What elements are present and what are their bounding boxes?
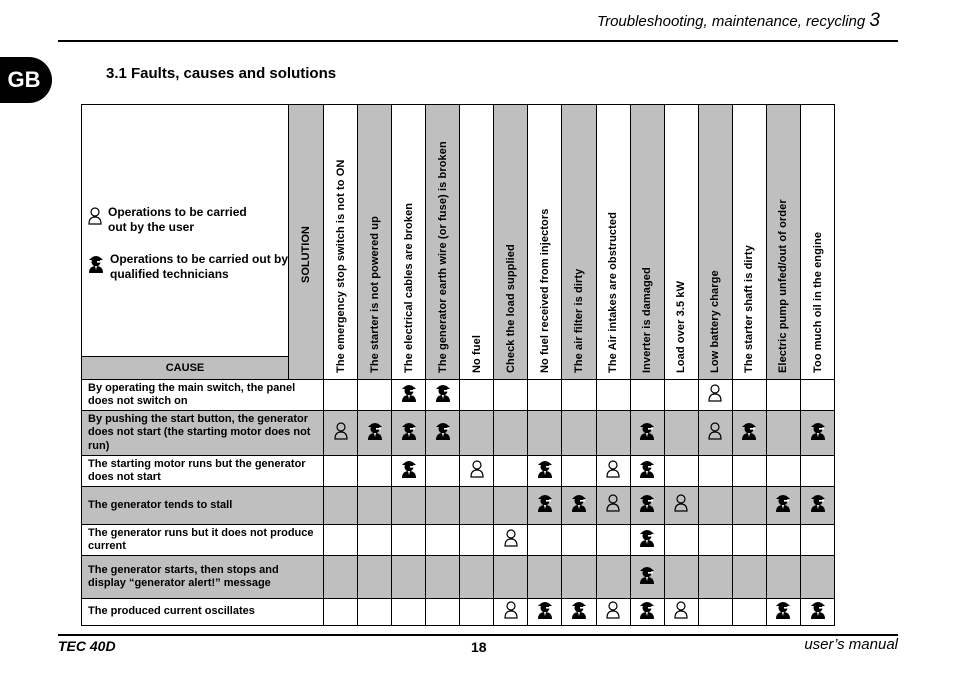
table-cell <box>425 456 459 486</box>
table-row <box>82 410 834 455</box>
technician-icon <box>435 421 451 446</box>
technician-icon <box>639 459 655 484</box>
user-icon <box>88 205 102 230</box>
table-cell <box>425 380 459 410</box>
solution-header-10 <box>630 105 664 379</box>
table-cell <box>664 411 698 455</box>
cause-text: By pushing the start button, the generator does not start (the starting motor does not run) <box>88 412 311 452</box>
solution-header-15 <box>800 105 834 379</box>
table-cell <box>391 556 425 598</box>
solution-header-text: Too much oil in the engine <box>811 231 824 373</box>
technician-icon <box>741 421 757 446</box>
table-cell <box>459 411 493 455</box>
table-cell <box>323 525 357 555</box>
language-tab: GB <box>0 57 52 103</box>
user-icon <box>606 494 620 517</box>
solution-header-4 <box>425 105 459 379</box>
technician-icon <box>537 600 553 625</box>
table-row <box>82 455 834 486</box>
table-cell <box>425 556 459 598</box>
solution-header-12 <box>698 105 732 379</box>
table-cell <box>800 380 834 410</box>
solution-header-text: The air filter is dirty <box>573 268 586 373</box>
table-cell <box>323 456 357 486</box>
table-cell <box>493 380 527 410</box>
user-icon <box>708 384 722 407</box>
table-cell <box>527 380 561 410</box>
solution-header-text: The starter is not powered up <box>368 216 381 373</box>
table-cell <box>493 525 527 555</box>
table-row <box>82 379 834 410</box>
table-cell <box>630 380 664 410</box>
legend-tech <box>88 252 290 282</box>
table-cell <box>800 599 834 625</box>
technician-icon <box>401 383 417 408</box>
table-cell <box>527 556 561 598</box>
solution-header-9 <box>596 105 630 379</box>
user-icon <box>674 494 688 517</box>
cause-text: By operating the main switch, the panel does not switch on <box>88 381 296 407</box>
table-cell <box>698 487 732 524</box>
technician-icon <box>88 252 104 279</box>
table-cell <box>732 556 766 598</box>
legend-user-text: Operations to be carried out by the user <box>108 205 247 234</box>
table-cell <box>596 456 630 486</box>
solution-header-text: The emergency stop switch is not to ON <box>334 159 347 373</box>
technician-icon <box>639 421 655 446</box>
solution-header-8 <box>561 105 595 379</box>
table-cell <box>527 599 561 625</box>
solution-header-text: Load over 3.5 kW <box>675 280 688 373</box>
table-cell <box>357 456 391 486</box>
technician-icon <box>775 493 791 518</box>
section-title: 3.1 Faults, causes and solutions <box>106 65 337 82</box>
table-cell <box>630 525 664 555</box>
technician-icon <box>775 600 791 625</box>
table-cell <box>596 487 630 524</box>
table-cell <box>698 599 732 625</box>
table-cell <box>391 525 425 555</box>
header-rule <box>58 40 898 42</box>
table-cell <box>596 525 630 555</box>
solution-label-column <box>289 105 323 379</box>
table-cell <box>323 380 357 410</box>
legend-user <box>88 205 268 235</box>
table-row <box>82 555 834 598</box>
user-icon <box>470 460 484 483</box>
technician-icon <box>401 459 417 484</box>
technician-icon <box>639 528 655 553</box>
user-icon <box>674 601 688 624</box>
solution-label: SOLUTION <box>300 226 312 283</box>
technician-icon <box>639 493 655 518</box>
table-cell <box>323 599 357 625</box>
table-cell <box>459 556 493 598</box>
table-cell <box>732 487 766 524</box>
table-cell <box>357 525 391 555</box>
solution-header-text: Check the load supplied <box>504 244 517 373</box>
table-cell <box>561 456 595 486</box>
table-row <box>82 486 834 524</box>
table-cell <box>323 487 357 524</box>
table-cell <box>766 411 800 455</box>
technician-icon <box>435 383 451 408</box>
technician-icon <box>639 600 655 625</box>
solution-header-text: The starter shaft is dirty <box>743 245 756 373</box>
table-cell <box>732 599 766 625</box>
table-cell <box>664 380 698 410</box>
cause-text: The generator runs but it does not produce current <box>88 526 314 552</box>
technician-icon <box>639 565 655 590</box>
table-cell <box>732 411 766 455</box>
technician-icon <box>401 421 417 446</box>
table-cell <box>800 556 834 598</box>
table-cell <box>527 525 561 555</box>
solution-header-11 <box>664 105 698 379</box>
table-cell <box>391 487 425 524</box>
table-cell <box>664 599 698 625</box>
table-cell <box>800 487 834 524</box>
user-icon <box>504 601 518 624</box>
table-cell <box>630 556 664 598</box>
table-cell <box>425 411 459 455</box>
table-cell <box>323 411 357 455</box>
solution-header-text: Electric pump unfed/out of order <box>777 199 790 373</box>
table-cell <box>732 380 766 410</box>
table-cell <box>425 487 459 524</box>
footer-model: TEC 40D <box>58 638 116 654</box>
legend-tech-text: Operations to be carried out by qualified technicians <box>110 252 289 281</box>
table-cell <box>766 456 800 486</box>
table-cell <box>527 456 561 486</box>
table-cell <box>357 487 391 524</box>
table-cell <box>357 411 391 455</box>
header-title-text: Troubleshooting, maintenance, recycling <box>597 13 866 30</box>
user-icon <box>334 422 348 445</box>
solution-header-text: Inverter is damaged <box>641 267 654 373</box>
table-cell <box>561 556 595 598</box>
page-header-title <box>597 10 880 32</box>
chapter-number: 3 <box>869 10 880 31</box>
table-cell <box>596 556 630 598</box>
table-cell <box>561 487 595 524</box>
table-cell <box>698 411 732 455</box>
table-cell <box>357 556 391 598</box>
solution-header-7 <box>527 105 561 379</box>
user-icon <box>504 529 518 552</box>
table-cell <box>732 456 766 486</box>
table-cell <box>425 599 459 625</box>
table-cell <box>698 380 732 410</box>
table-cell <box>493 599 527 625</box>
solution-header-3 <box>391 105 425 379</box>
technician-icon <box>810 421 826 446</box>
table-cell <box>561 411 595 455</box>
table-cell <box>391 380 425 410</box>
solution-header-6 <box>493 105 527 379</box>
table-cell <box>596 380 630 410</box>
table-cell <box>800 525 834 555</box>
table-cell <box>664 525 698 555</box>
table-cell <box>459 456 493 486</box>
page-number: 18 <box>471 639 487 655</box>
table-cell <box>527 411 561 455</box>
table-cell <box>357 599 391 625</box>
table-cell <box>391 411 425 455</box>
table-cell <box>630 456 664 486</box>
table-cell <box>630 599 664 625</box>
solution-header-2 <box>357 105 391 379</box>
table-cell <box>698 456 732 486</box>
table-cell <box>459 599 493 625</box>
solution-header-text: No fuel received from injectors <box>538 208 551 373</box>
table-row <box>82 524 834 555</box>
solution-header-text: The Air intakes are obstructed <box>607 212 620 373</box>
legend-box <box>82 105 289 357</box>
technician-icon <box>571 493 587 518</box>
table-cell <box>630 487 664 524</box>
table-cell <box>800 456 834 486</box>
table-cell <box>561 599 595 625</box>
table-cell <box>766 525 800 555</box>
table-cell <box>596 411 630 455</box>
cause-text: The generator tends to stall <box>88 498 233 511</box>
solution-header-text: The generator earth wire (or fuse) is broken <box>436 141 449 373</box>
user-icon <box>606 601 620 624</box>
footer-rule <box>58 634 898 636</box>
table-cell <box>391 456 425 486</box>
table-cell <box>493 411 527 455</box>
table-cell <box>391 599 425 625</box>
table-cell <box>493 556 527 598</box>
table-cell <box>323 556 357 598</box>
technician-icon <box>571 600 587 625</box>
cause-text: The starting motor runs but the generator does not start <box>88 457 306 483</box>
table-cell <box>459 380 493 410</box>
table-cell <box>698 556 732 598</box>
solution-header-13 <box>732 105 766 379</box>
cause-text: The generator starts, then stops and display “generator alert!” message <box>88 563 279 589</box>
faults-table <box>81 104 835 626</box>
table-cell <box>664 487 698 524</box>
table-cell <box>493 487 527 524</box>
solution-header-text: Low battery charge <box>709 270 722 373</box>
table-cell <box>357 380 391 410</box>
table-cell <box>766 380 800 410</box>
solution-header-1 <box>323 105 357 379</box>
user-icon <box>708 422 722 445</box>
solution-header-text: The electrical cables are broken <box>402 202 415 373</box>
technician-icon <box>367 421 383 446</box>
table-cell <box>459 525 493 555</box>
user-icon <box>606 460 620 483</box>
table-cell <box>664 456 698 486</box>
technician-icon <box>537 493 553 518</box>
solution-header-14 <box>766 105 800 379</box>
table-cell <box>800 411 834 455</box>
table-cell <box>561 380 595 410</box>
table-cell <box>630 411 664 455</box>
cause-text: The produced current oscillates <box>88 605 255 618</box>
footer-manual: user’s manual <box>804 636 898 653</box>
table-cell <box>425 525 459 555</box>
technician-icon <box>537 459 553 484</box>
table-cell <box>698 525 732 555</box>
table-cell <box>561 525 595 555</box>
technician-icon <box>810 493 826 518</box>
table-row <box>82 598 834 625</box>
solution-header-text: No fuel <box>470 335 483 373</box>
table-cell <box>527 487 561 524</box>
table-cell <box>732 525 766 555</box>
table-cell <box>493 456 527 486</box>
technician-icon <box>810 600 826 625</box>
table-cell <box>664 556 698 598</box>
table-cell <box>766 556 800 598</box>
solution-header-5 <box>459 105 493 379</box>
cause-label: CAUSE <box>82 357 289 379</box>
table-cell <box>766 487 800 524</box>
table-cell <box>766 599 800 625</box>
table-cell <box>459 487 493 524</box>
table-cell <box>596 599 630 625</box>
